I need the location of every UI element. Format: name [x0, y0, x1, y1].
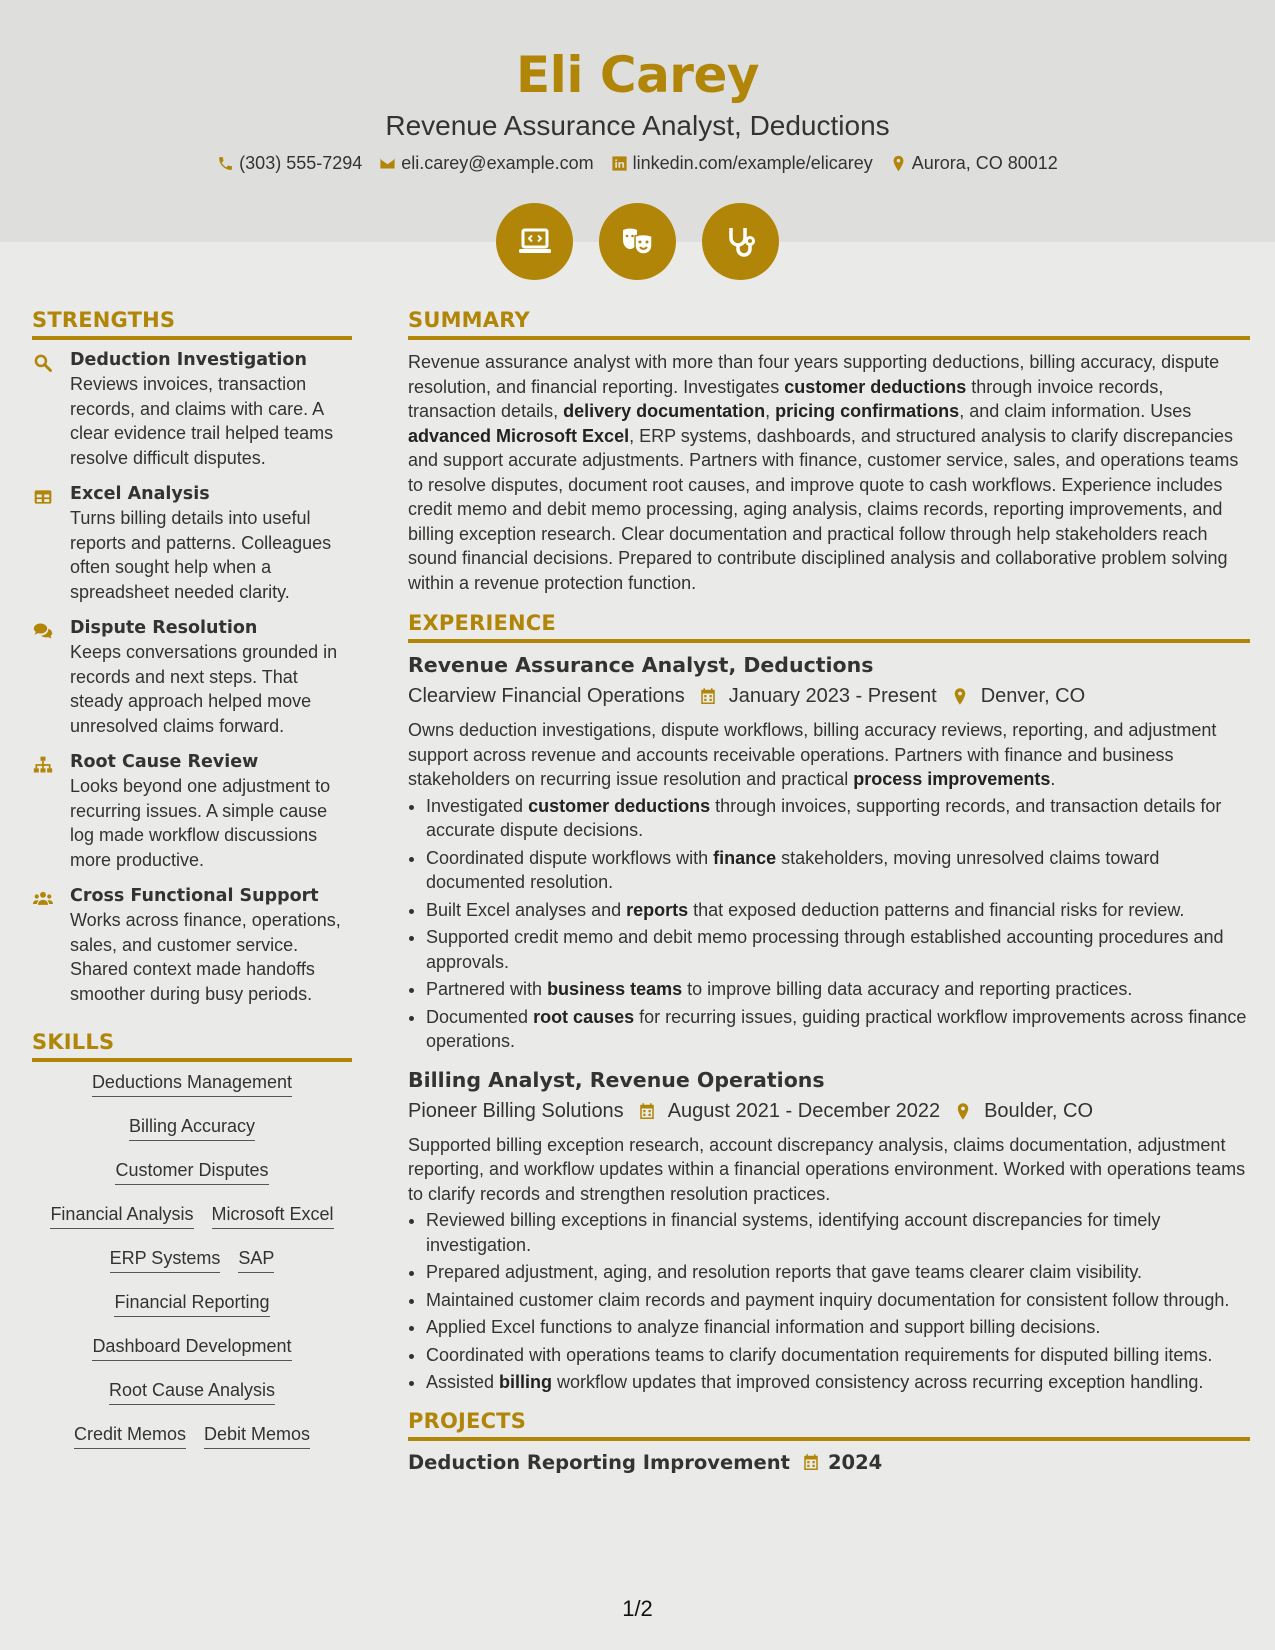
- contact-location-text: Aurora, CO 80012: [911, 153, 1058, 173]
- skill-tag: Billing Accuracy: [129, 1116, 255, 1141]
- skill-tag: Microsoft Excel: [212, 1204, 334, 1229]
- emphasis-text: delivery documentation: [563, 401, 766, 421]
- experience-heading: EXPERIENCE: [408, 611, 1250, 643]
- text-run: .: [1050, 769, 1056, 789]
- job-bullet: [426, 898, 1250, 923]
- text-run: Supported credit memo and debit memo processing through established accounting procedures and approvals.: [426, 927, 1224, 972]
- emphasis-text: finance: [713, 847, 777, 868]
- text-run: Assisted: [426, 1372, 500, 1392]
- badge-masks: [599, 203, 676, 280]
- strength-item: [32, 886, 352, 1006]
- text-run: Coordinated dispute workflows with: [426, 847, 714, 868]
- job-description: [408, 718, 1250, 792]
- text-run: Supported billing exception research, account discrepancy analysis, claims documentation, adjustment reporting, and workflow updates within a financial operations environment. Worked with operations teams to clarify records and strengthen resolution practices.: [408, 1134, 1246, 1204]
- skill-tag: Deductions Management: [92, 1072, 292, 1097]
- table-icon: [32, 487, 54, 507]
- job-bullet: [426, 925, 1250, 974]
- right-column: [408, 308, 1250, 1474]
- text-run: Investigated: [426, 795, 529, 816]
- summary-text: [408, 350, 1250, 595]
- text-run: Owns deduction investigations, dispute workflows, billing accuracy reviews, reporting, and adjustment support across revenue and accounts receivable operations. Partners with finance and business stakeholders on recurring issue resolution and practical: [408, 720, 1217, 789]
- text-run: that exposed deduction patterns and financial risks for review.: [688, 899, 1185, 920]
- page-number: 1/2: [622, 1596, 653, 1621]
- emphasis-text: pricing confirmations: [775, 401, 960, 421]
- project-entry: [408, 1451, 1250, 1474]
- location-pin-icon: [890, 155, 907, 172]
- badge-laptop: [496, 203, 573, 280]
- contact-linkedin-text: linkedin.com/example/elicarey: [632, 153, 873, 173]
- strength-item: [32, 484, 352, 604]
- calendar-icon: [638, 1102, 656, 1121]
- location-pin-icon: [954, 1102, 972, 1121]
- hierarchy-icon: [32, 755, 54, 775]
- text-run: Coordinated with operations teams to clarify documentation requirements for disputed billing items.: [426, 1344, 1213, 1365]
- linkedin-icon: [611, 155, 628, 172]
- skill-tag: SAP: [238, 1248, 274, 1273]
- emphasis-text: customer deductions: [784, 376, 967, 397]
- skill-tag: ERP Systems: [110, 1248, 221, 1273]
- job-dates: August 2021 - December 2022: [667, 1099, 941, 1122]
- emphasis-text: advanced Microsoft Excel: [408, 425, 630, 446]
- job-location: Boulder, CO: [984, 1099, 1094, 1122]
- calendar-icon: [699, 687, 717, 706]
- job-bullets: [408, 794, 1250, 1054]
- laptop-code-icon: [515, 222, 555, 262]
- projects-heading: PROJECTS: [408, 1409, 1250, 1441]
- strength-title: Root Cause Review: [70, 752, 259, 772]
- skills-heading: SKILLS: [32, 1030, 352, 1062]
- skill-tag: Customer Disputes: [115, 1160, 268, 1185]
- project-year: 2024: [827, 1450, 883, 1474]
- job-meta: [408, 1100, 1250, 1123]
- text-run: Built Excel analyses and: [426, 899, 627, 920]
- contact-email[interactable]: [379, 153, 593, 174]
- skill-row: [32, 1204, 352, 1229]
- candidate-title: Revenue Assurance Analyst, Deductions: [385, 110, 890, 141]
- emphasis-text: process improvements: [853, 769, 1051, 789]
- job-bullet: [426, 1260, 1250, 1285]
- magnifier-icon: [32, 353, 54, 373]
- theater-masks-icon: [618, 222, 658, 262]
- job-bullet: [426, 1208, 1250, 1257]
- badge-stethoscope: [702, 203, 779, 280]
- emphasis-text: business teams: [547, 979, 683, 999]
- contact-phone-text: (303) 555-7294: [239, 153, 363, 173]
- strength-title: Cross Functional Support: [70, 886, 319, 906]
- job-company: Clearview Financial Operations: [408, 685, 685, 707]
- strength-text: Looks beyond one adjustment to recurring issues. A simple cause log made workflow discussions more productive.: [70, 776, 331, 870]
- job-bullets: [408, 1208, 1250, 1395]
- skill-row: [32, 1160, 352, 1185]
- job-title: Billing Analyst, Revenue Operations: [408, 1067, 825, 1092]
- strength-item: [32, 618, 352, 738]
- contact-email-text: eli.carey@example.com: [401, 153, 594, 173]
- job-bullet: [426, 977, 1250, 1002]
- job-entry: [408, 653, 1250, 1054]
- text-run: stakeholders, moving unresolved claims toward documented resolution.: [426, 847, 1160, 892]
- text-run: Maintained customer claim records and payment inquiry documentation for consistent follow through.: [426, 1289, 1230, 1310]
- job-title: Revenue Assurance Analyst, Deductions: [408, 653, 874, 677]
- emphasis-text: customer deductions: [528, 795, 711, 816]
- emphasis-text: reports: [626, 899, 689, 920]
- skills-list: [32, 1072, 352, 1449]
- chat-bubbles-icon: [32, 621, 54, 641]
- strength-text: Reviews invoices, transaction records, and claims with care. A clear evidence trail helped teams resolve difficult disputes.: [70, 374, 334, 468]
- job-company: Pioneer Billing Solutions: [408, 1099, 624, 1122]
- text-run: for recurring issues, guiding practical workflow improvements across finance operations.: [426, 1006, 1247, 1051]
- skill-row: [32, 1292, 352, 1317]
- users-icon: [32, 889, 54, 909]
- job-dates: January 2023 - Present: [728, 685, 937, 707]
- job-bullet: [426, 1343, 1250, 1368]
- job-meta: [408, 685, 1250, 708]
- strengths-heading: STRENGTHS: [32, 308, 352, 340]
- strength-text: Turns billing details into useful reports and patterns. Colleagues often sought help when a spreadsheet needed clarity.: [70, 508, 332, 602]
- emphasis-text: billing: [499, 1372, 553, 1392]
- text-run: workflow updates that improved consistency across recurring exception handling.: [552, 1372, 1204, 1392]
- left-column: [32, 308, 352, 1468]
- skill-tag: Credit Memos: [74, 1424, 186, 1449]
- job-entry: [408, 1068, 1250, 1395]
- location-pin-icon: [951, 687, 969, 706]
- contact-location: [890, 153, 1058, 174]
- text-run: through invoices, supporting records, and transaction details for accurate dispute decisions.: [426, 795, 1222, 840]
- text-run: Applied Excel functions to analyze financial information and support billing decisions.: [426, 1317, 1101, 1337]
- job-bullet: [426, 1288, 1250, 1313]
- contact-bar: [0, 153, 1275, 174]
- text-run: ,: [765, 401, 776, 421]
- skill-row: [32, 1424, 352, 1449]
- text-run: Reviewed billing exceptions in financial systems, identifying account discrepancies for timely investigation.: [426, 1210, 1161, 1255]
- text-run: to improve billing data accuracy and reporting practices.: [682, 979, 1133, 999]
- job-bullet: [426, 1315, 1250, 1340]
- candidate-name: Eli Carey: [516, 46, 759, 104]
- stethoscope-icon: [721, 222, 761, 262]
- skill-tag: Debit Memos: [204, 1424, 310, 1449]
- job-bullet: [426, 794, 1250, 843]
- text-run: , ERP systems, dashboards, and structured analysis to clarify discrepancies and support accurate adjustments. Partners with finance, customer service, sales, and operations teams to resolve disputes, document root causes, and improve quote to cash workflows. Experience includes credit memo and debit memo processing, aging analysis, claims records, reporting improvements, and billing exception research. Clear documentation and practical follow through help stakeholders reach sound financial decisions. Prepared to contribute disciplined analysis and collaborative problem solving within a revenue protection function.: [408, 425, 1239, 593]
- strength-title: Deduction Investigation: [70, 350, 307, 370]
- skill-row: [32, 1380, 352, 1405]
- project-title: Deduction Reporting Improvement: [408, 1450, 790, 1474]
- strength-item: [32, 350, 352, 470]
- skill-tag: Root Cause Analysis: [109, 1380, 275, 1405]
- job-bullet: [426, 846, 1250, 895]
- skill-tag: Dashboard Development: [92, 1336, 291, 1361]
- text-run: , and claim information. Uses: [959, 401, 1192, 421]
- emphasis-text: root causes: [533, 1006, 635, 1027]
- job-description: [408, 1133, 1250, 1207]
- summary-heading: SUMMARY: [408, 308, 1250, 340]
- strength-text: Works across finance, operations, sales, and customer service. Shared context made handoffs smoother during busy periods.: [70, 910, 341, 1004]
- skill-tag: Financial Analysis: [50, 1204, 193, 1229]
- strength-title: Dispute Resolution: [70, 618, 258, 638]
- interest-badges: [0, 203, 1275, 280]
- job-location: Denver, CO: [980, 685, 1086, 707]
- job-bullet: [426, 1370, 1250, 1395]
- phone-icon: [217, 155, 234, 172]
- skill-row: [32, 1248, 352, 1273]
- calendar-icon: [802, 1453, 820, 1472]
- strength-item: [32, 752, 352, 872]
- text-run: through invoice records, transaction details,: [408, 376, 1164, 421]
- skill-row: [32, 1336, 352, 1361]
- job-bullet: [426, 1005, 1250, 1054]
- skill-row: [32, 1116, 352, 1141]
- text-run: Partnered with: [426, 979, 548, 999]
- contact-linkedin[interactable]: [611, 153, 873, 174]
- text-run: Prepared adjustment, aging, and resolution reports that gave teams clearer claim visibility.: [426, 1262, 1143, 1282]
- strength-title: Excel Analysis: [70, 484, 210, 504]
- skill-tag: Financial Reporting: [114, 1292, 269, 1317]
- skill-row: [32, 1072, 352, 1097]
- contact-phone: [217, 153, 362, 174]
- text-run: Documented: [426, 1006, 534, 1027]
- envelope-icon: [379, 155, 396, 172]
- text-run: Revenue assurance analyst with more than four years supporting deductions, billing accuracy, dispute resolution, and financial reporting. Investigates: [408, 352, 1220, 397]
- strength-text: Keeps conversations grounded in records and next steps. That steady approach helped move unresolved claims forward.: [70, 642, 338, 736]
